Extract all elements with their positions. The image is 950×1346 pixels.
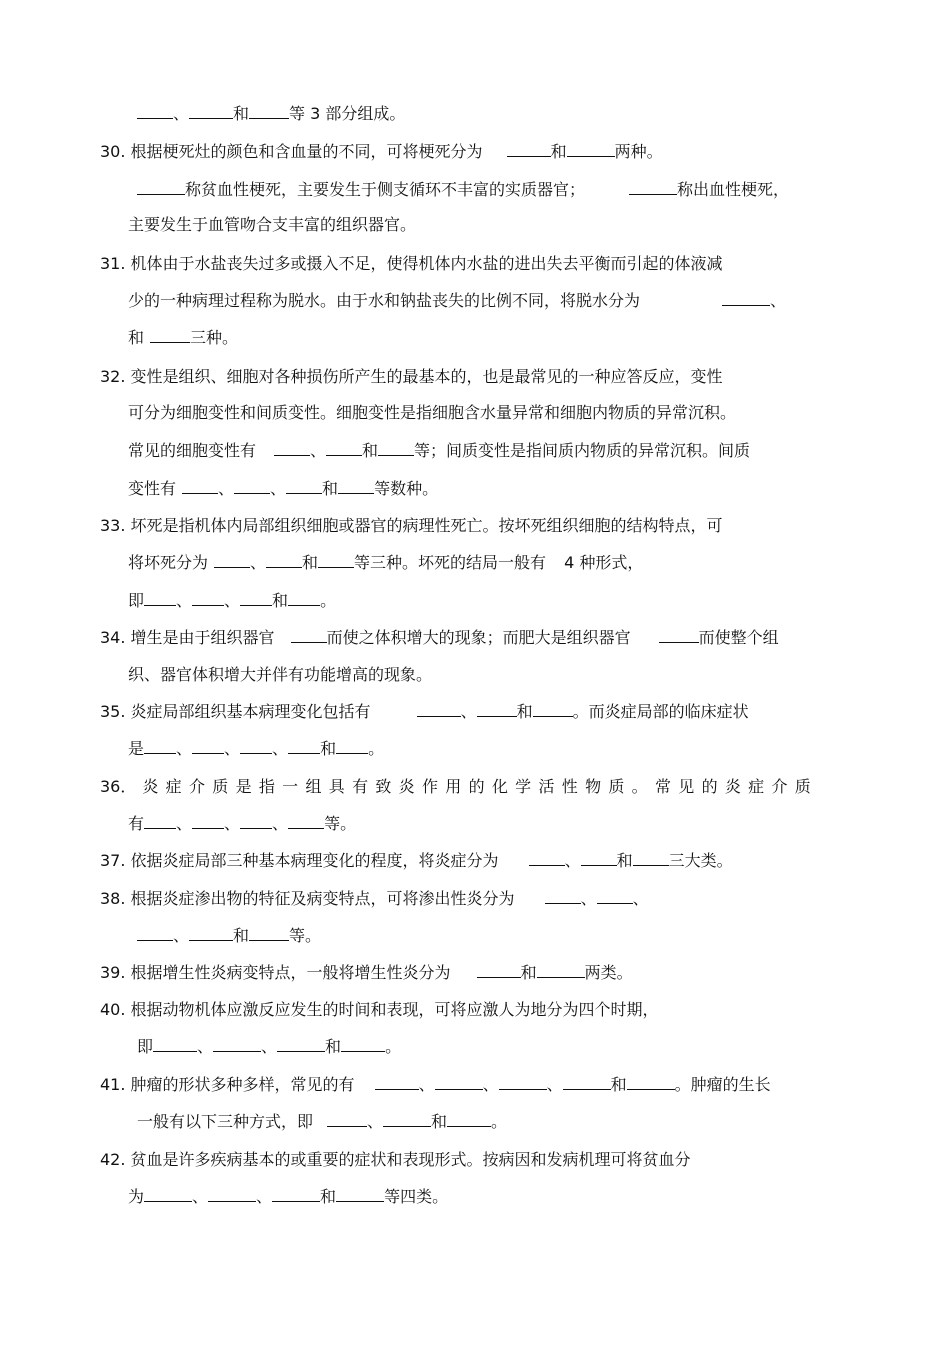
q41-line-2: 一般有以下三种方式，即 、 和 。 bbox=[137, 1112, 508, 1131]
q30-line-1: 30. 根据梗死灶的颜色和含血量的不同，可将梗死分为 和 两种。 bbox=[100, 142, 663, 161]
blank[interactable] bbox=[327, 1112, 367, 1127]
blank[interactable] bbox=[288, 739, 320, 754]
blank[interactable] bbox=[208, 1187, 256, 1202]
blank[interactable] bbox=[477, 702, 517, 717]
blank[interactable] bbox=[378, 441, 414, 456]
blank[interactable] bbox=[507, 142, 551, 157]
q38-line-1: 38. 根据炎症渗出物的特征及病变特点，可将渗出性炎分为 、 、 bbox=[100, 889, 649, 908]
q31-line-3: 和 三种。 bbox=[128, 328, 239, 347]
q35-line-2: 是 、 、 、 和 。 bbox=[128, 739, 385, 758]
q32-line-1: 32. 变性是组织、细胞对各种损伤所产生的最基本的，也是最常见的一种应答反应，变性 bbox=[100, 367, 723, 386]
q38-line-2: 、 和 等。 bbox=[137, 925, 321, 947]
q32-line-4: 变性有 、 、 和 等数种。 bbox=[128, 479, 439, 498]
question-number: 35. bbox=[100, 702, 126, 721]
blank[interactable] bbox=[338, 479, 374, 494]
blank[interactable] bbox=[249, 104, 289, 119]
q32-line-2: 可分为细胞变性和间质变性。细胞变性是指细胞含水量异常和细胞内物质的异常沉积。 bbox=[128, 403, 737, 422]
blank[interactable] bbox=[274, 441, 310, 456]
q32-line-3: 常见的细胞变性有 、 和 等；间质变性是指间质内物质的异常沉积。间质 bbox=[128, 441, 751, 460]
blank[interactable] bbox=[633, 851, 669, 866]
question-number: 37. bbox=[100, 851, 126, 870]
q31-line-1: 31. 机体由于水盐丧失过多或摄入不足，使得机体内水盐的进出失去平衡而引起的体液减 bbox=[100, 254, 723, 273]
q42-line-1: 42. 贫血是许多疾病基本的或重要的症状和表现形式。按病因和发病机理可将贫血分 bbox=[100, 1150, 691, 1169]
question-number: 40. bbox=[100, 1000, 126, 1019]
blank[interactable] bbox=[153, 1037, 197, 1052]
blank[interactable] bbox=[336, 739, 368, 754]
blank[interactable] bbox=[192, 814, 224, 829]
blank[interactable] bbox=[249, 926, 289, 941]
blank[interactable] bbox=[318, 553, 354, 568]
q33-line-3: 即 、 、 和 。 bbox=[128, 591, 337, 610]
blank[interactable] bbox=[266, 553, 302, 568]
blank[interactable] bbox=[144, 1187, 192, 1202]
q36-line-2: 有 、 、 、 等。 bbox=[128, 814, 357, 833]
blank[interactable] bbox=[240, 739, 272, 754]
q30-line-2: 称贫血性梗死，主要发生于侧支循环不丰富的实质器官； 称出血性梗死， bbox=[137, 179, 789, 201]
question-number: 42. bbox=[100, 1150, 126, 1169]
blank[interactable] bbox=[137, 926, 173, 941]
question-number: 30. bbox=[100, 142, 126, 161]
blank[interactable] bbox=[627, 1075, 675, 1090]
q34-line-2: 织、器官体积增大并伴有功能增高的现象。 bbox=[128, 665, 433, 684]
blank[interactable] bbox=[150, 328, 190, 343]
blank[interactable] bbox=[563, 1075, 611, 1090]
blank[interactable] bbox=[214, 553, 250, 568]
q41-line-1: 41. 肿瘤的形状多种多样，常见的有 、 、 、 和 。肿瘤的生长 bbox=[100, 1075, 771, 1094]
question-number: 36． bbox=[100, 777, 137, 796]
blank[interactable] bbox=[272, 1187, 320, 1202]
blank[interactable] bbox=[234, 479, 270, 494]
blank[interactable] bbox=[144, 814, 176, 829]
blank[interactable] bbox=[137, 104, 173, 119]
blank[interactable] bbox=[326, 441, 362, 456]
q33-line-1: 33. 坏死是指机体内局部组织细胞或器官的病理性死亡。按坏死组织细胞的结构特点，可 bbox=[100, 516, 723, 535]
blank[interactable] bbox=[336, 1187, 384, 1202]
blank[interactable] bbox=[189, 926, 233, 941]
q29-continuation-line: 、 和 等 3 部分组成。 bbox=[137, 103, 405, 125]
blank[interactable] bbox=[597, 889, 633, 904]
q40-line-2: 即 、 、 和 。 bbox=[137, 1037, 402, 1056]
q34-line-1: 34. 增生是由于组织器官 而使之体积增大的现象；而肥大是组织器官 而使整个组 bbox=[100, 628, 779, 647]
blank[interactable] bbox=[288, 591, 320, 606]
blank[interactable] bbox=[286, 479, 322, 494]
blank[interactable] bbox=[537, 963, 585, 978]
blank[interactable] bbox=[533, 702, 573, 717]
blank[interactable] bbox=[499, 1075, 547, 1090]
q39-line-1: 39. 根据增生性炎病变特点，一般将增生性炎分为 和 两类。 bbox=[100, 963, 633, 982]
blank[interactable] bbox=[383, 1112, 431, 1127]
question-number: 38. bbox=[100, 889, 126, 908]
question-number: 41. bbox=[100, 1075, 126, 1094]
q33-line-2: 将坏死分为 、 和 等三种。坏死的结局一般有 4 种形式， bbox=[128, 553, 644, 572]
question-number: 33. bbox=[100, 516, 126, 535]
blank[interactable] bbox=[581, 851, 617, 866]
blank[interactable] bbox=[192, 591, 224, 606]
blank[interactable] bbox=[435, 1075, 483, 1090]
q31-line-2: 少的一种病理过程称为脱水。由于水和钠盐丧失的比例不同，将脱水分为 、 bbox=[128, 291, 787, 310]
blank[interactable] bbox=[477, 963, 521, 978]
blank[interactable] bbox=[659, 628, 699, 643]
blank[interactable] bbox=[291, 628, 327, 643]
blank[interactable] bbox=[341, 1037, 385, 1052]
question-number: 39. bbox=[100, 963, 126, 982]
q30-line-3: 主要发生于血管吻合支丰富的组织器官。 bbox=[128, 215, 417, 234]
q36-line-1: 36． 炎症介质是指一组具有致炎作用的化学活性物质。常见的炎症介质 bbox=[100, 777, 819, 796]
question-number: 34. bbox=[100, 628, 126, 647]
question-number: 31. bbox=[100, 254, 126, 273]
blank[interactable] bbox=[240, 814, 272, 829]
blank[interactable] bbox=[189, 104, 233, 119]
blank[interactable] bbox=[137, 180, 185, 195]
blank[interactable] bbox=[722, 291, 770, 306]
blank[interactable] bbox=[545, 889, 581, 904]
blank[interactable] bbox=[375, 1075, 419, 1090]
blank[interactable] bbox=[277, 1037, 325, 1052]
q40-line-1: 40. 根据动物机体应激反应发生的时间和表现，可将应激人为地分为四个时期， bbox=[100, 1000, 659, 1019]
blank[interactable] bbox=[144, 739, 176, 754]
question-number: 32. bbox=[100, 367, 126, 386]
blank[interactable] bbox=[417, 702, 461, 717]
blank[interactable] bbox=[144, 591, 176, 606]
q37-line-1: 37. 依据炎症局部三种基本病理变化的程度，将炎症分为 、 和 三大类。 bbox=[100, 851, 733, 870]
blank[interactable] bbox=[529, 851, 565, 866]
blank[interactable] bbox=[192, 739, 224, 754]
q42-line-2: 为 、 、 和 等四类。 bbox=[128, 1187, 449, 1206]
blank[interactable] bbox=[567, 142, 615, 157]
blank[interactable] bbox=[213, 1037, 261, 1052]
q35-line-1: 35. 炎症局部组织基本病理变化包括有 、 和 。而炎症局部的临床症状 bbox=[100, 702, 749, 721]
blank[interactable] bbox=[288, 814, 324, 829]
blank[interactable] bbox=[447, 1112, 491, 1127]
blank[interactable] bbox=[629, 180, 677, 195]
blank[interactable] bbox=[182, 479, 218, 494]
blank[interactable] bbox=[240, 591, 272, 606]
